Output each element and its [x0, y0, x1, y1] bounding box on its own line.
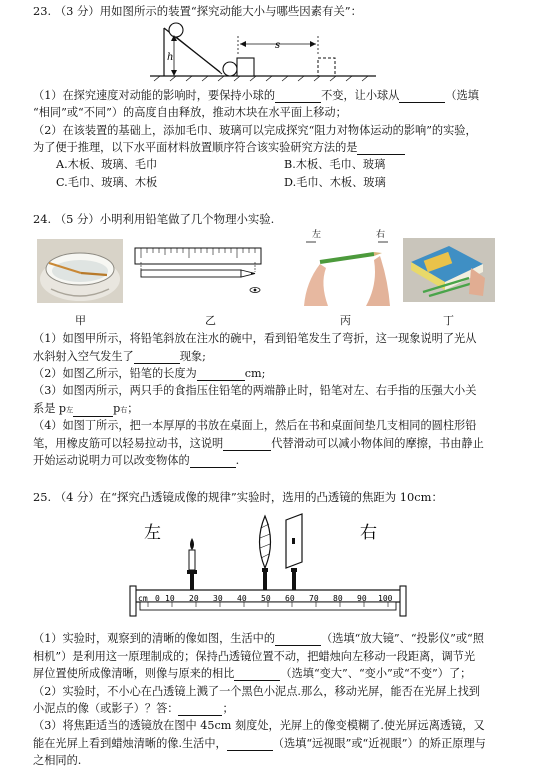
- height-label: h: [167, 52, 174, 63]
- blank-11[interactable]: [178, 704, 222, 716]
- candle: [187, 538, 197, 592]
- blank-1[interactable]: [275, 91, 321, 103]
- blank-6[interactable]: [73, 405, 113, 417]
- q25-part1-line1: （1）实验时，观察到的清晰的像如图，生活中的 （选填“放大镜”、“投影仪”或“照: [33, 632, 484, 645]
- option-b: B.木板、毛巾、玻璃: [284, 158, 386, 171]
- svg-text:50: 50: [261, 594, 271, 603]
- option-a: A.木板、玻璃、毛巾: [56, 158, 158, 171]
- bench-right-label: 右: [360, 523, 377, 543]
- q24-part4-line3: 开始运动说明力可以改变物体的 .: [33, 454, 240, 467]
- q25-part3-line1: （3）将焦距适当的透镜放在图中 45cm 刻度处，光屏上的像变模糊了.使光屏远离透镜，又: [33, 719, 485, 732]
- q25-part3-line2: 能在光屏上看到蜡烛清晰的像.生活中， （选填“远视眼”或“近视眼”）的矫正原理与: [33, 737, 486, 750]
- wood-block: [237, 58, 254, 76]
- q24-part3-line1: （3）如图丙所示，两只手的食指压住铅笔的两端静止时，铅笔对左、右手指的压强大小关: [33, 384, 477, 397]
- svg-text:100: 100: [378, 594, 393, 603]
- blank-3[interactable]: [357, 143, 405, 155]
- q24-part1-line2: 水斜射入空气发生了 现象;: [33, 350, 206, 363]
- svg-text:10: 10: [165, 594, 175, 603]
- svg-text:90: 90: [357, 594, 367, 603]
- bench-left-label: 左: [144, 523, 161, 543]
- q23-part1-line1: （1）在探究速度对动能的影响时，要保持小球的 不变，让小球从 （选填: [33, 89, 479, 102]
- q23-figure: [150, 20, 380, 82]
- convex-lens: [260, 516, 271, 592]
- q23-title: 23. （3 分）用如图所示的装置“探究动能大小与哪些因素有关”：: [33, 4, 363, 18]
- moved-block: [318, 58, 335, 76]
- q24-part2: （2）如图乙所示，铅笔的长度为 cm;: [33, 367, 266, 380]
- caption-bing: 丙: [340, 314, 351, 327]
- option-d: D.毛巾、木板、玻璃: [284, 176, 386, 189]
- q24-part3-line2: 系是 p左 p右；: [33, 402, 139, 415]
- q24-part4-line2: 笔，用橡皮筋可以轻易拉动书，这说明 代替滑动可以减小物体间的摩擦，书由静止: [33, 437, 484, 450]
- ruler-figure: [133, 246, 285, 298]
- caption-ding: 丁: [443, 314, 454, 327]
- q24-part1-line1: （1）如图甲所示，将铅笔斜放在注水的碗中，看到铅笔发生了弯折，这一现象说明了光从: [33, 332, 477, 345]
- q25-part2-line1: （2）实验时，不小心在凸透镜上溅了一个黑色小泥点.那么，移动光屏，能否在光屏上找到: [33, 685, 480, 698]
- svg-text:20: 20: [189, 594, 199, 603]
- blank-9[interactable]: [275, 634, 321, 646]
- ball-bottom: [223, 62, 237, 76]
- q23-part2-line2: 为了便于推理，以下水平面材料放置顺序符合该实验研究方法的是: [33, 141, 405, 155]
- q23-part1-line2: “相同”或“不同”）的高度自由释放，推动木块在水平面上移动；: [33, 106, 347, 119]
- distance-label: s: [275, 40, 281, 51]
- q25-title: 25. （4 分）在“探究凸透镜成像的规律”实验时，选用的凸透镜的焦距为 10cm：: [33, 490, 443, 504]
- photo-bowl: [37, 239, 123, 303]
- caption-yi: 乙: [205, 314, 216, 327]
- blank-7[interactable]: [223, 439, 271, 451]
- ball-top: [169, 23, 183, 37]
- svg-text:0: 0: [155, 594, 160, 603]
- blank-2[interactable]: [399, 91, 445, 103]
- q24-part4-line1: （4）如图丁所示，把一本厚厚的书放在桌面上，然后在书和桌面间垫几支相同的圆柱形铅: [33, 419, 477, 432]
- svg-text:80: 80: [333, 594, 343, 603]
- optical-bench-figure: [128, 512, 410, 622]
- svg-text:70: 70: [309, 594, 319, 603]
- svg-text:60: 60: [285, 594, 295, 603]
- photo-hands: [300, 226, 394, 308]
- blank-4[interactable]: [134, 352, 180, 364]
- q25-part2-line2: 小泥点的像（或影子）？答： ；: [33, 702, 234, 715]
- blank-5[interactable]: [197, 369, 245, 381]
- caption-jia: 甲: [75, 314, 86, 327]
- q23-part2-line1: （2）在该装置的基础上，添加毛巾、玻璃可以完成探究“阻力对物体运动的影响”的实验，: [33, 124, 477, 137]
- blank-8[interactable]: [190, 456, 236, 468]
- label-left: 左: [312, 230, 322, 240]
- light-screen: [286, 514, 302, 592]
- q24-title: 24. （5 分）小明利用铅笔做了几个物理小实验.: [33, 212, 275, 226]
- svg-text:30: 30: [213, 594, 223, 603]
- q25-part1-line2: 相机”）是利用这一原理制成的；保持凸透镜位置不动，把蜡烛向左移动一段距离，调节光: [33, 650, 476, 663]
- blank-10[interactable]: [234, 669, 280, 681]
- option-c: C.毛巾、玻璃、木板: [56, 176, 158, 189]
- photo-book: [403, 238, 495, 302]
- q25-part1-line3: 屏位置使所成像清晰，则像与原来的相比 （选填“变大”、“变小”或“不变”）了；: [33, 667, 472, 680]
- label-right: 右: [376, 230, 386, 240]
- q25-part3-line3: 之相同的.: [33, 754, 82, 767]
- blank-12[interactable]: [227, 739, 273, 751]
- svg-text:40: 40: [237, 594, 247, 603]
- unit-label: cm: [138, 594, 148, 603]
